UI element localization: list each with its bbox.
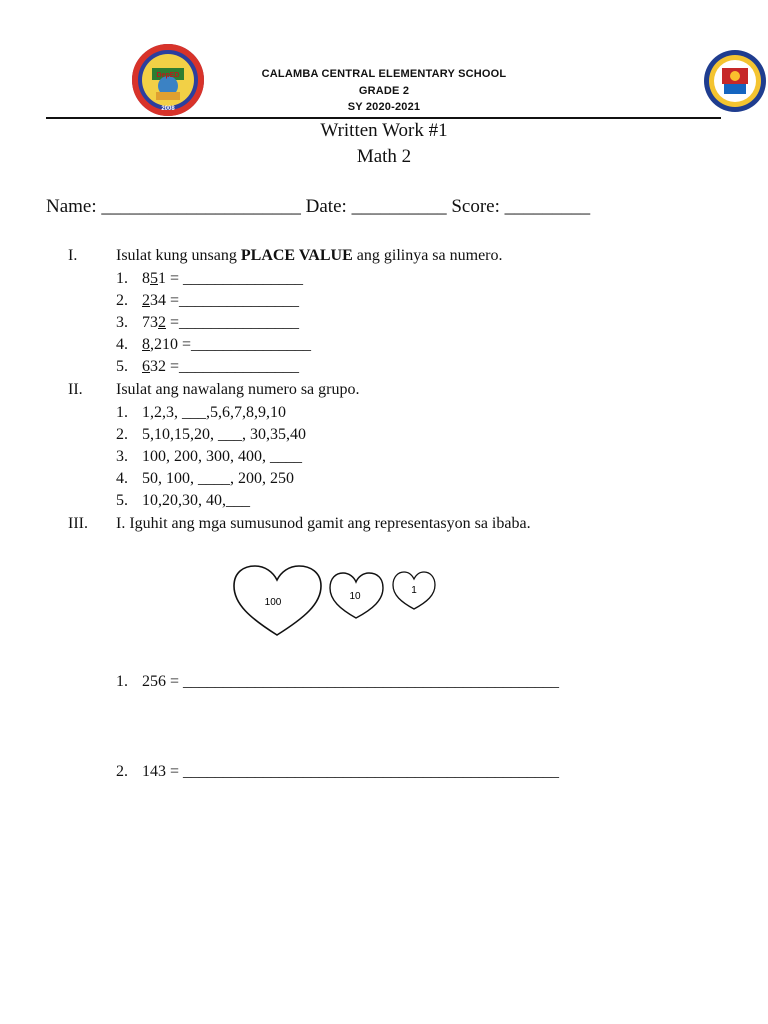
list-item [116, 336, 311, 354]
underlined-digit: 8 [142, 336, 150, 353]
heart-one-icon [393, 572, 435, 609]
section-1-instruction [116, 247, 503, 265]
item-text: 73 [142, 314, 158, 331]
worksheet-subject: Math 2 [356, 146, 412, 167]
item-text[interactable]: 100, 200, 300, 400, ____ [142, 448, 302, 465]
item-text[interactable]: 50, 100, ____, 200, 250 [142, 470, 294, 487]
item-number: 1. [116, 673, 128, 690]
list-item [116, 404, 286, 422]
answer-blank[interactable]: _______________ [183, 270, 304, 287]
heart-label-1: 1 [411, 585, 417, 596]
underlined-digit: 5 [150, 270, 158, 287]
item-text: 1 = [158, 270, 184, 287]
name-label: Name: [46, 196, 97, 217]
place-value-hearts [230, 560, 440, 640]
item-number: 2. [116, 426, 128, 443]
list-item [116, 763, 559, 781]
name-blank[interactable]: _____________________ [101, 196, 301, 217]
instruction-emphasis: PLACE VALUE [240, 247, 353, 264]
item-text: 8 [142, 270, 150, 287]
heart-hundred-icon [234, 566, 321, 635]
item-text: ,210 = [150, 336, 192, 353]
answer-blank[interactable]: _______________________________________________ [183, 673, 560, 690]
item-number: 2. [116, 763, 128, 780]
item-number: 4. [116, 470, 128, 487]
score-label: Score: [451, 196, 500, 217]
list-item [116, 448, 302, 466]
answer-blank[interactable]: _______________ [191, 336, 312, 353]
list-item [116, 358, 299, 376]
date-blank[interactable]: __________ [351, 196, 447, 217]
section-2-numeral: II. [68, 381, 83, 398]
school-year: SY 2020-2021 [347, 101, 421, 113]
item-number: 1. [116, 404, 128, 421]
worksheet-title: Written Work #1 [320, 120, 448, 141]
item-text: = [166, 314, 180, 331]
item-number: 3. [116, 314, 128, 331]
item-number: 5. [116, 358, 128, 375]
list-item [116, 673, 559, 691]
section-2-instruction: Isulat ang nawalang numero sa grupo. [116, 381, 360, 398]
school-name: CALAMBA CENTRAL ELEMENTARY SCHOOL [261, 68, 507, 80]
answer-blank[interactable]: _______________ [179, 314, 300, 331]
item-text: 34 = [150, 292, 180, 309]
heart-label-10: 10 [349, 591, 361, 602]
list-item [116, 314, 299, 332]
section-3-instruction: I. Iguhit ang mga sumusunod gamit ang representasyon sa ibaba. [116, 515, 531, 532]
instruction-text: Isulat kung unsang [116, 247, 241, 264]
section-1-numeral: I. [68, 247, 78, 264]
heart-label-100: 100 [264, 597, 282, 608]
item-text[interactable]: 1,2,3, ___,5,6,7,8,9,10 [142, 404, 286, 421]
item-text: 32 = [150, 358, 180, 375]
item-number: 5. [116, 492, 128, 509]
list-item [116, 292, 299, 310]
item-text[interactable]: 10,20,30, 40,___ [142, 492, 250, 509]
student-info-line [46, 196, 590, 218]
list-item [116, 426, 306, 444]
left-seal-year: 2008 [161, 106, 175, 112]
item-number: 2. [116, 292, 128, 309]
list-item [116, 470, 294, 488]
left-seal-center-text: DepED [156, 72, 180, 79]
underlined-digit: 2 [142, 292, 150, 309]
date-label: Date: [305, 196, 347, 217]
section-3-numeral: III. [68, 515, 88, 532]
item-text[interactable]: 5,10,15,20, ___, 30,35,40 [142, 426, 306, 443]
underlined-digit: 2 [158, 314, 166, 331]
answer-blank[interactable]: _______________ [179, 292, 300, 309]
list-item [116, 492, 250, 510]
score-blank[interactable]: _________ [504, 196, 591, 217]
item-text: 143 = [142, 763, 184, 780]
grade-label: GRADE 2 [358, 85, 410, 97]
list-item [116, 270, 303, 288]
answer-blank[interactable]: _______________________________________________ [183, 763, 560, 780]
underlined-digit: 6 [142, 358, 150, 375]
instruction-text: ang gilinya sa numero. [352, 247, 503, 264]
heart-ten-icon [330, 573, 383, 618]
answer-blank[interactable]: _______________ [179, 358, 300, 375]
item-number: 4. [116, 336, 128, 353]
item-text: 256 = [142, 673, 184, 690]
item-number: 3. [116, 448, 128, 465]
item-number: 1. [116, 270, 128, 287]
header-divider [46, 117, 721, 119]
